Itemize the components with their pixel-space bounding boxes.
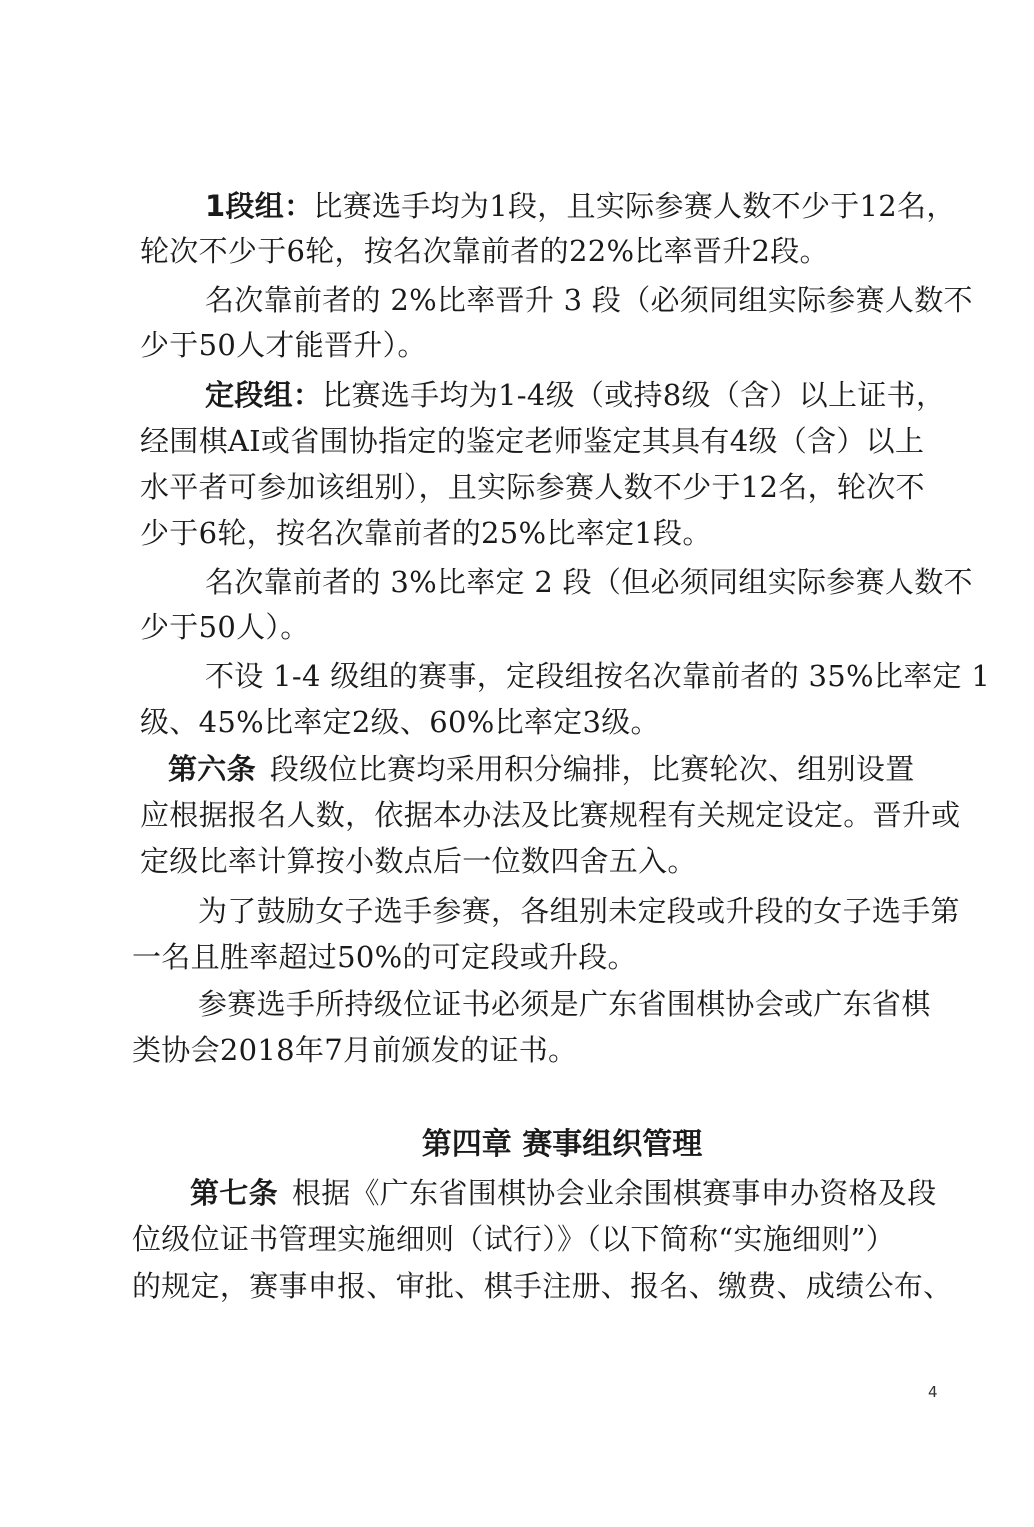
paragraph-1-text: 比赛选手均为1段，且实际参赛人数不少于12名， bbox=[313, 189, 956, 223]
paragraph-1-line-2: 轮次不少于6轮，按名次靠前者的22%比率晋升2段。 bbox=[140, 234, 829, 268]
paragraph-3-text: 比赛选手均为1-4级（或持8级（含）以上证书， bbox=[322, 378, 946, 412]
paragraph-6-line-1 bbox=[168, 749, 915, 789]
paragraph-1-line-1 bbox=[205, 186, 956, 226]
paragraph-1-label: 1段组： bbox=[205, 189, 314, 223]
paragraph-3-line-1 bbox=[205, 375, 945, 415]
paragraph-9-line-2: 位级位证书管理实施细则（试行）》（以下简称“实施细则”） bbox=[132, 1222, 896, 1256]
paragraph-9-text: 根据《广东省围棋协会业余围棋赛事申办资格及段 bbox=[291, 1176, 937, 1210]
paragraph-5-line-1: 不设 1-4 级组的赛事，定段组按名次靠前者的 35%比率定 1 bbox=[205, 659, 991, 693]
chapter-heading: 第四章 赛事组织管理 bbox=[421, 1127, 703, 1162]
paragraph-8-line-1: 参赛选手所持级位证书必须是广东省围棋协会或广东省棋 bbox=[198, 987, 931, 1021]
paragraph-3-line-4: 少于6轮，按名次靠前者的25%比率定1段。 bbox=[140, 516, 712, 550]
paragraph-6-text: 段级位比赛均采用积分编排，比赛轮次、组别设置 bbox=[269, 752, 915, 786]
paragraph-2-line-1: 名次靠前者的 2%比率晋升 3 段（必须同组实际参赛人数不 bbox=[205, 283, 973, 317]
paragraph-9-line-3: 的规定，赛事申报、审批、棋手注册、报名、缴费、成绩公布、 bbox=[132, 1269, 953, 1303]
article-6-label: 第六条 bbox=[168, 752, 256, 786]
paragraph-3-label: 定段组： bbox=[205, 378, 323, 412]
paragraph-4-line-2: 少于50人）。 bbox=[140, 610, 310, 644]
paragraph-8-line-2: 类协会2018年7月前颁发的证书。 bbox=[132, 1033, 578, 1067]
paragraph-6-line-2: 应根据报名人数，依据本办法及比赛规程有关规定设定。晋升或 bbox=[140, 798, 961, 832]
paragraph-3-line-2: 经围棋AI或省围协指定的鉴定老师鉴定其具有4级（含）以上 bbox=[140, 424, 925, 458]
paragraph-4-line-1: 名次靠前者的 3%比率定 2 段（但必须同组实际参赛人数不 bbox=[205, 565, 973, 599]
paragraph-2-line-2: 少于50人才能晋升）。 bbox=[140, 328, 427, 362]
paragraph-7-line-1: 为了鼓励女子选手参赛，各组别未定段或升段的女子选手第 bbox=[198, 894, 960, 928]
paragraph-9-line-1 bbox=[190, 1173, 937, 1213]
paragraph-7-line-2: 一名且胜率超过50%的可定段或升段。 bbox=[132, 940, 637, 974]
paragraph-3-line-3: 水平者可参加该组别），且实际参赛人数不少于12名，轮次不 bbox=[140, 470, 925, 504]
paragraph-6-line-3: 定级比率计算按小数点后一位数四舍五入。 bbox=[140, 844, 697, 878]
page-number: 4 bbox=[928, 1383, 938, 1401]
paragraph-5-line-2: 级、45%比率定2级、60%比率定3级。 bbox=[140, 705, 660, 739]
article-7-label: 第七条 bbox=[190, 1176, 278, 1210]
